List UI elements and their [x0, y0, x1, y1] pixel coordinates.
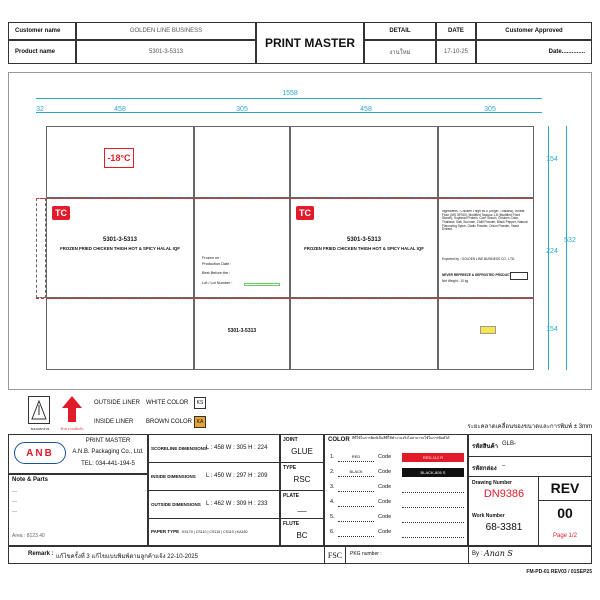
color-row: [330, 452, 466, 464]
color-swatch: [402, 513, 464, 523]
pkg-number-label: PKG number :: [350, 551, 382, 557]
paper-type-label: PAPER TYPE: [151, 529, 180, 534]
color-row-name: [338, 499, 374, 507]
rev-label: REV: [550, 480, 580, 496]
color-swatch: [402, 483, 464, 493]
box-code-label: รหัสกล่อง: [472, 466, 497, 472]
panel2-width-label: 305: [236, 106, 248, 113]
product-code-label: รหัสสินค้า: [472, 444, 498, 450]
score-line-bottom: [36, 298, 534, 299]
color-row-code-label: Code: [378, 514, 392, 520]
production-date-label: Production Date :: [202, 262, 232, 266]
color-row-code-label: Code: [378, 484, 392, 490]
color-row: [330, 482, 466, 494]
detail-label: DETAIL: [364, 22, 436, 40]
box-code-value: –: [502, 463, 506, 469]
color-swatch: [402, 498, 464, 508]
divider: [148, 490, 280, 491]
approved-date: Date..............: [476, 40, 592, 64]
product-label: Product name: [8, 40, 76, 64]
fragile-caption: ของแตกง่าย: [30, 427, 50, 431]
page-title: PRINT MASTER: [256, 22, 364, 64]
color-row-name: BLACK: [338, 469, 374, 477]
color-row-name: RED: [338, 454, 374, 462]
color-row-name: [338, 529, 374, 537]
outside-liner-color: WHITE COLOR: [146, 400, 189, 406]
color-row-number: 6.: [330, 529, 335, 535]
exported-by-text: Exported by : GOLDEN LINE BUSINESS CO., LTD.: [442, 257, 516, 261]
divider: [8, 546, 592, 547]
this-way-up-caption: ห้ามวางกลับหัว: [60, 427, 84, 431]
signature: Anan S: [484, 549, 513, 558]
company-tel: TEL: 034-441-194-5: [81, 461, 135, 467]
color-row-number: 3.: [330, 484, 335, 490]
ingredients-text: Ingredients : Chicken Thigh 56.5 (Origin: Thailand), Wheat Flour (MS 39760), Modified Tapioca 1.8 (Modified Food Starch), Soybean Protein, Corn Starch, Chicken Color, Thailand, Salt, Sucrose, Chilli Powder, Black Pepper, Natural Flavouring Spice, Garlic Powder, Onion Powder, Yeast Extract.: [442, 210, 528, 232]
customer-label: Customer name: [8, 22, 76, 40]
color-row-name: [338, 484, 374, 492]
paper-type-value: KS170 | CS110 | CS110 | CS110 | KA150: [182, 530, 248, 534]
plate-value: __: [297, 503, 307, 512]
anb-logo-icon: ANB: [14, 442, 66, 464]
product-value: 5301-3-5313: [76, 40, 256, 64]
company-name: A.N.B. Packaging Co., Ltd.: [72, 449, 144, 455]
lot-number-label: Lot / Lot Number :: [202, 281, 233, 285]
rev-value: 00: [557, 505, 573, 521]
date-label: DATE: [436, 22, 476, 40]
product-code-value: GLB-: [502, 441, 517, 447]
body-height-label: 224: [546, 248, 558, 255]
color-row-number: 4.: [330, 499, 335, 505]
by-label: By :: [472, 551, 483, 557]
type-label: TYPE: [283, 465, 297, 471]
product-code-1: 5301-3-5313: [102, 237, 138, 243]
work-number-value: 68-3381: [485, 522, 523, 533]
divider: [468, 546, 469, 564]
color-swatch: BLACK-805 S: [402, 468, 464, 477]
remark-value: แก้ไขครั้งที่ 3 แก้ไขแบบพิมพ์ตามลูกค้าแจ้ง 22-10-2025: [56, 554, 198, 560]
plate-label: PLATE: [283, 493, 300, 499]
joint-label: JOINT: [283, 437, 298, 443]
color-row-number: 1.: [330, 454, 335, 460]
product-line-1: FROZEN FRIED CHICKEN THIGH HOT & SPICY HALAL IQF: [60, 246, 180, 251]
tc-badge-2: TC: [296, 206, 314, 220]
inside-liner-color: BROWN COLOR: [146, 419, 193, 425]
color-row-code-label: Code: [378, 529, 392, 535]
divider: [538, 500, 592, 501]
top-flap-4: [438, 126, 534, 198]
inside-dimensions-label: INSIDE DIMENSIONS: [151, 474, 196, 479]
bottom-flap-4: [438, 298, 534, 370]
symbols-icon: [510, 272, 528, 280]
remark-label: Remark :: [28, 551, 54, 557]
color-swatch: RED-112 R: [402, 453, 464, 462]
panel3-width-label: 458: [360, 106, 372, 113]
divider: [280, 490, 324, 491]
page-number: Page 1/2: [552, 533, 578, 539]
bottom-flap-1: [46, 298, 194, 370]
color-row-code-label: Code: [378, 499, 392, 505]
divider: [280, 518, 324, 519]
color-swatch: [402, 528, 464, 538]
outside-dimensions-label: OUTSIDE DIMENSIONS: [151, 502, 201, 507]
notes-line-2: ---: [12, 499, 17, 505]
color-row: [330, 467, 466, 479]
best-before-label: Best Before the :: [202, 271, 231, 275]
color-row-code-label: Code: [378, 454, 392, 460]
top-flap-2: [194, 126, 290, 198]
detail-value: งานใหม่: [364, 40, 436, 64]
drawing-number-label: Drawing Number: [472, 480, 513, 486]
outside-dimensions-value: L : 462 W : 309 H : 233: [206, 501, 268, 507]
frozen-on-label: Frozen on :: [202, 256, 222, 260]
top-flap-3: [290, 126, 438, 198]
net-weight-text: Net Weight : 10 kg: [442, 279, 469, 283]
storage-text: NEVER REFREEZE & DEFROSTED PRODUCT: [442, 273, 512, 277]
inside-liner-swatch: KA: [194, 416, 206, 428]
divider: [148, 518, 280, 519]
barcode-label-icon: [480, 326, 496, 334]
temperature-badge: -18°C: [104, 148, 134, 168]
color-row: [330, 497, 466, 509]
color-row-code-label: Code: [378, 469, 392, 475]
product-line-2: FROZEN FRIED CHICKEN THIGH HOT & SPICY HALAL IQF: [304, 246, 424, 251]
divider: [468, 456, 592, 457]
color-notice: สีที่ใช้ในการพิมพ์เป็นสีที่ใช้ทำงานจริงไม่สามารถใช้ในการพิมพ์ได้: [352, 436, 450, 440]
bottom-flap-height-label: 154: [546, 326, 558, 333]
color-row-number: 5.: [330, 514, 335, 520]
company-title: PRINT MASTER: [85, 438, 131, 444]
score-line-top: [36, 198, 534, 199]
inside-liner-label: INSIDE LINER: [94, 419, 134, 425]
drawing-number-value: DN9386: [483, 488, 525, 500]
notes-area: Area : 8123.40: [12, 533, 45, 539]
outside-liner-label: OUTSIDE LINER: [94, 400, 141, 406]
total-height-dim-line: [566, 126, 567, 370]
product-code-2: 5301-3-5313: [346, 237, 382, 243]
joint-value: GLUE: [291, 447, 313, 456]
notes-line-3: ---: [12, 509, 17, 515]
total-width-label: 1558: [282, 90, 298, 97]
document-code: FM-PD-01 REV03 / 01SEP25: [526, 569, 592, 575]
scoreline-label: SCORELINE DIMENSIONS: [151, 446, 208, 451]
this-way-up-icon: [60, 394, 84, 426]
top-flap-height-label: 154: [546, 156, 558, 163]
inside-dimensions-value: L : 450 W : 297 H : 209: [206, 473, 268, 479]
bottom-product-code: 5301-3-5313: [227, 328, 257, 334]
flute-label: FLUTE: [283, 521, 300, 527]
glue-flap-width-label: 32: [36, 106, 44, 113]
date-value: 17-10-25: [436, 40, 476, 64]
lot-number-box: [244, 283, 280, 286]
tc-badge-1: TC: [52, 206, 70, 220]
panel1-width-label: 458: [114, 106, 126, 113]
customer-approved-label: Customer Approved: [476, 22, 592, 40]
fsc-logo: FSC: [324, 546, 346, 564]
divider: [280, 462, 324, 463]
color-label: COLOR: [328, 437, 350, 443]
bottom-flap-3: [290, 298, 438, 370]
glue-flap: [36, 198, 46, 298]
panel4-width-label: 305: [484, 106, 496, 113]
customer-value: GOLDEN LINE BUSINESS: [76, 22, 256, 40]
flute-value: BC: [296, 531, 308, 540]
scoreline-value: L : 458 W : 305 H : 224: [206, 445, 268, 451]
fragile-icon: [28, 396, 50, 424]
notes-title: Note & Parts: [12, 477, 49, 483]
tolerance-note: ระยะคลาดเคลื่อนของขนาดและการพิมพ์ ± 3mm: [467, 424, 592, 430]
outside-liner-swatch: KS: [194, 397, 206, 409]
color-row-number: 2.: [330, 469, 335, 475]
type-value: RSC: [293, 475, 311, 484]
work-number-label: Work Number: [472, 513, 505, 519]
color-row: [330, 512, 466, 524]
total-dim-line: [36, 98, 542, 99]
notes-line-1: ---: [12, 489, 17, 495]
divider: [148, 462, 280, 463]
color-row: [330, 527, 466, 539]
color-row-name: [338, 514, 374, 522]
total-height-label: 532: [564, 237, 576, 244]
